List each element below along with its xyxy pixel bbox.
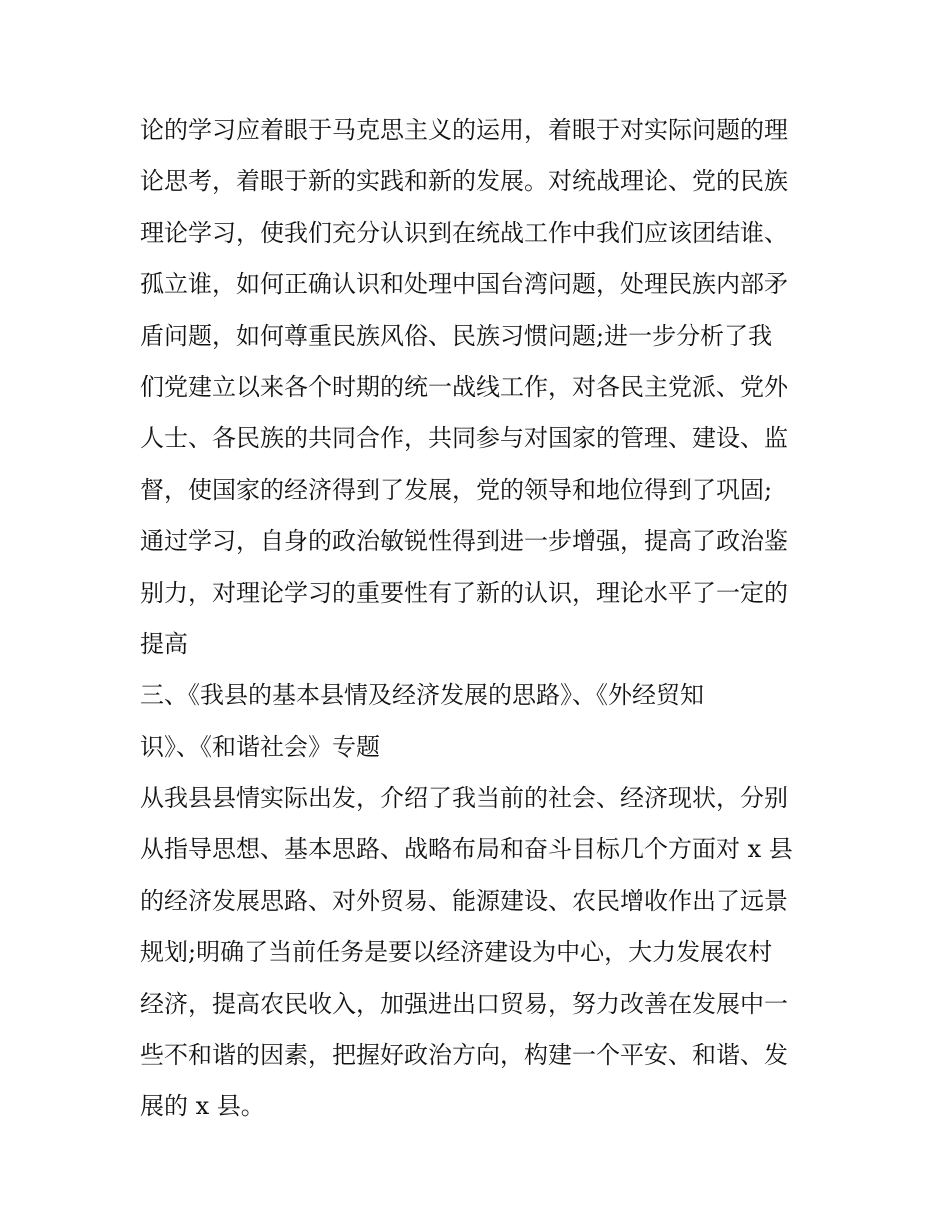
text-line: 们党建立以来各个时期的统一战线工作，对各民主党派、党外 [140, 372, 788, 401]
paragraph-county-development [140, 773, 820, 1133]
text-line: 督，使国家的经济得到了发展，党的领导和地位得到了巩固; [140, 475, 773, 504]
text-line: 通过学习，自身的政治敏锐性得到进一步增强，提高了政治鉴 [140, 527, 788, 556]
document-body [140, 105, 820, 1133]
text-line: 从指导思想、基本思路、战略布局和奋斗目标几个方面对 x 县 [140, 835, 793, 864]
text-line: 理论学习，使我们充分认识到在统战工作中我们应该团结谁、 [140, 218, 788, 247]
text-line: 盾问题，如何尊重民族风俗、民族习惯问题;进一步分析了我 [140, 321, 773, 350]
text-line: 孤立谁，如何正确认识和处理中国台湾问题，处理民族内部矛 [140, 270, 788, 299]
text-line: 论思考，着眼于新的实践和新的发展。对统战理论、党的民族 [140, 167, 788, 196]
text-line: 展的 x 县。 [140, 1092, 265, 1121]
text-line: 的经济发展思路、对外贸易、能源建设、农民增收作出了远景 [140, 886, 788, 915]
section-heading-three [140, 670, 820, 773]
text-line: 从我县县情实际出发，介绍了我当前的社会、经济现状，分别 [140, 784, 788, 813]
text-line: 经济，提高农民收入，加强进出口贸易，努力改善在发展中一 [140, 989, 788, 1018]
heading-line: 识》、《和谐社会》专题 [140, 732, 380, 761]
heading-line: 三、《我县的基本县情及经济发展的思路》、《外经贸知 [140, 681, 704, 710]
text-line: 别力，对理论学习的重要性有了新的认识，理论水平了一定的 [140, 578, 788, 607]
text-line: 提高 [140, 629, 188, 658]
text-line: 论的学习应着眼于马克思主义的运用，着眼于对实际问题的理 [140, 116, 788, 144]
paragraph-theory-study [140, 105, 820, 670]
text-line: 些不和谐的因素，把握好政治方向，构建一个平安、和谐、发 [140, 1041, 788, 1070]
text-line: 规划;明确了当前任务是要以经济建设为中心，大力发展农村 [140, 938, 773, 967]
text-line: 人士、各民族的共同合作，共同参与对国家的管理、建设、监 [140, 424, 788, 453]
